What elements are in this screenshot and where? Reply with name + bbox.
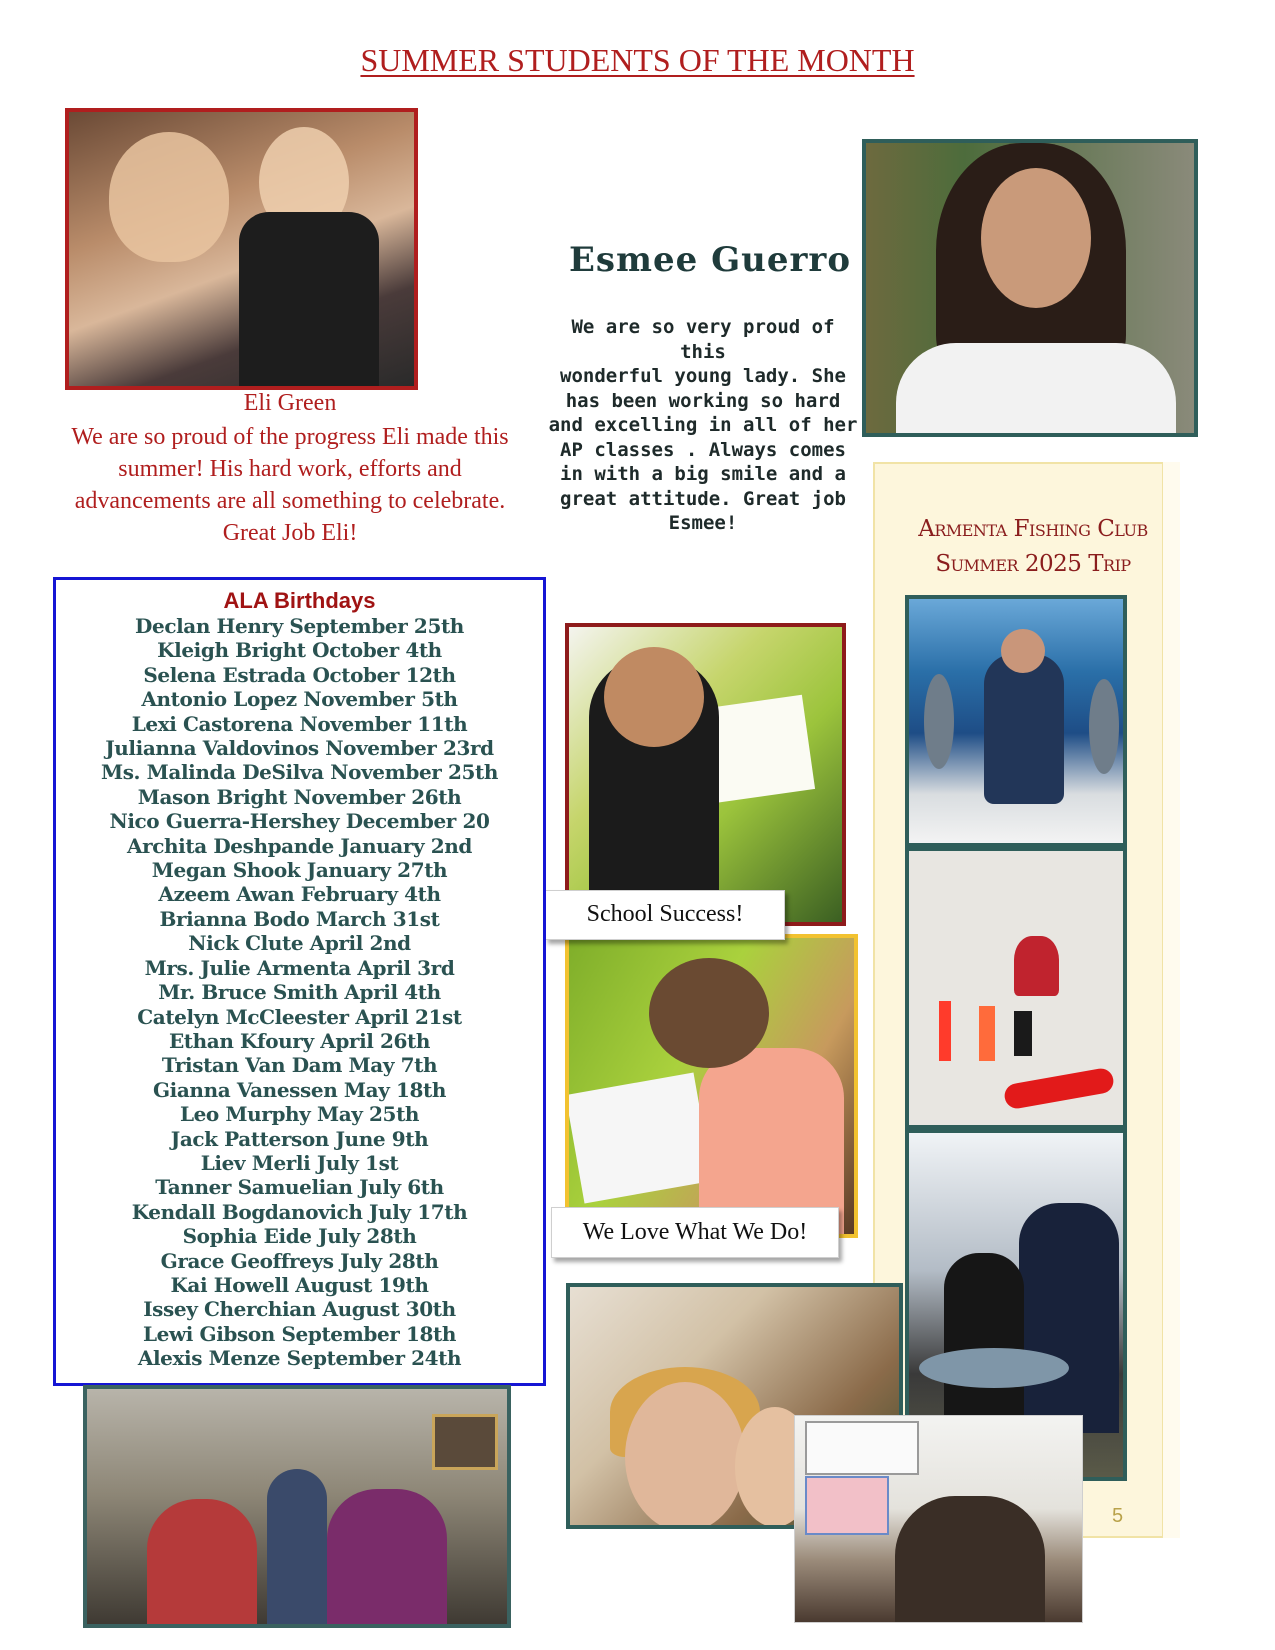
birthday-entry: Declan Henry September 25th xyxy=(135,614,464,638)
birthday-entry: Kleigh Bright October 4th xyxy=(157,638,442,663)
fishing-title-line: Summer 2025 Trip xyxy=(935,551,1131,577)
esmee-line: wonderful young lady. She xyxy=(560,365,846,387)
page-title: SUMMER STUDENTS OF THE MONTH xyxy=(360,42,915,78)
classroom-photo xyxy=(794,1415,1083,1623)
page-number: 5 xyxy=(1112,1505,1124,1527)
esmee-line: We are so very proud of this xyxy=(571,316,835,363)
we-love-caption: We Love What We Do! xyxy=(551,1207,839,1258)
esmee-line: Esmee! xyxy=(668,512,738,534)
birthday-entry: Grace Geoffreys July 28th xyxy=(160,1248,439,1273)
birthday-entry: Julianna Valdovinos November 23rd xyxy=(105,736,494,761)
birthday-entry: Tanner Samuelian July 6th xyxy=(155,1175,444,1200)
birthday-entry: Leo Murphy May 25th xyxy=(179,1102,420,1127)
birthday-entry: Antonio Lopez November 5th xyxy=(141,687,458,712)
birthdays-list xyxy=(53,614,546,1371)
esmee-name: Esmee Guerro xyxy=(568,240,852,280)
esmee-line: and excelling in all of her xyxy=(548,414,858,436)
birthday-entry: Ethan Kfoury April 26th xyxy=(168,1028,431,1053)
school-success-photo xyxy=(565,623,846,926)
fishing-photo-1 xyxy=(905,595,1127,847)
birthday-entry: Nico Guerra-Hershey December 20 xyxy=(109,809,490,834)
birthday-entry: Issey Cherchian August 30th xyxy=(143,1297,456,1322)
group-photo xyxy=(83,1385,511,1628)
birthdays-title: ALA Birthdays xyxy=(223,588,376,613)
esmee-line: AP classes . Always comes xyxy=(560,438,846,461)
we-love-photo xyxy=(565,934,858,1238)
eli-photo xyxy=(65,108,418,390)
birthday-entry: Lexi Castorena November 11th xyxy=(131,711,468,736)
birthday-entry: Ms. Malinda DeSilva November 25th xyxy=(100,760,499,785)
eli-line: advancements are all something to celebrate. xyxy=(74,488,506,514)
birthday-entry: Tristan Van Dam May 7th xyxy=(161,1053,438,1078)
panel-stripe xyxy=(1162,462,1180,1538)
birthday-entry: Mr. Bruce Smith April 4th xyxy=(158,980,441,1005)
eli-line: Great Job Eli! xyxy=(222,520,358,546)
birthday-entry: Lewi Gibson September 18th xyxy=(142,1321,457,1346)
birthday-entry: Catelyn McCleester April 21st xyxy=(137,1004,462,1029)
birthday-entry: Azeem Awan February 4th xyxy=(158,882,441,907)
birthday-entry: Sophia Eide July 28th xyxy=(182,1224,417,1249)
birthday-entry: Mason Bright November 26th xyxy=(137,784,462,809)
birthday-entry: Nick Clute April 2nd xyxy=(188,931,411,956)
birthday-entry: Kai Howell August 19th xyxy=(170,1272,429,1297)
eli-description xyxy=(30,421,550,549)
eli-name: Eli Green xyxy=(243,390,337,416)
birthday-entry: Jack Patterson June 9th xyxy=(170,1126,429,1151)
birthday-entry: Archita Deshpande January 2nd xyxy=(127,833,472,858)
fishing-photo-lures xyxy=(905,847,1127,1129)
eli-line: We are so proud of the progress Eli made this xyxy=(71,424,509,450)
esmee-photo xyxy=(862,139,1198,437)
birthday-entry: Megan Shook January 27th xyxy=(151,858,448,883)
esmee-line: great attitude. Great job xyxy=(560,487,846,510)
birthday-entry: Mrs. Julie Armenta April 3rd xyxy=(144,955,455,980)
birthday-entry: Alexis Menze September 24th xyxy=(137,1346,462,1371)
birthday-entry: Selena Estrada October 12th xyxy=(143,662,456,687)
fishing-club-title xyxy=(883,512,1183,582)
school-success-caption: School Success! xyxy=(545,890,785,940)
esmee-description xyxy=(548,315,858,536)
esmee-line: in with a big smile and a xyxy=(560,463,846,485)
birthday-entry: Liev Merli July 1st xyxy=(200,1150,399,1175)
birthday-entry: Gianna Vanessen May 18th xyxy=(153,1077,446,1102)
fishing-title-line: Armenta Fishing Club xyxy=(918,516,1148,542)
birthday-entry: Brianna Bodo March 31st xyxy=(159,906,440,931)
eli-line: summer! His hard work, efforts and xyxy=(118,456,462,482)
birthday-entry: Kendall Bogdanovich July 17th xyxy=(131,1199,468,1224)
esmee-line: has been working so hard xyxy=(565,389,841,412)
